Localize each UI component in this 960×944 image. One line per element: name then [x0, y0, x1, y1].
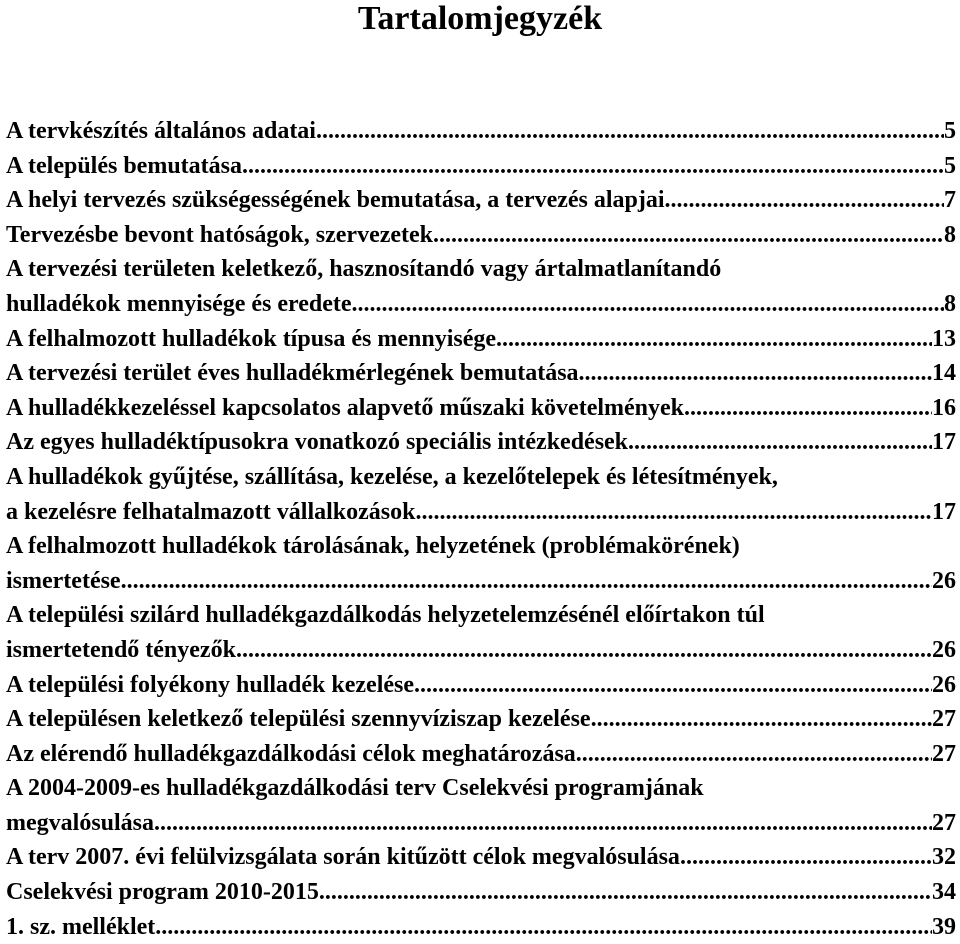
dot-leader: [242, 149, 944, 184]
toc-entry-text-line: A tervezési területen keletkező, hasznosítandó vagy ártalmatlanítandó: [6, 256, 722, 283]
dot-leader: [155, 910, 932, 944]
toc-entry[interactable]: [6, 114, 956, 149]
toc-entry-line: [6, 495, 956, 530]
table-of-contents: [6, 114, 956, 944]
toc-entry[interactable]: [6, 737, 956, 772]
toc-entry-text-line: A települési szilárd hulladékgazdálkodás helyzetelemzésénél előírtakon túl: [6, 602, 765, 629]
toc-entry-page-number: 32: [932, 844, 956, 871]
toc-entry-line: [6, 322, 956, 357]
toc-entry-title: ismertetése: [6, 567, 121, 594]
toc-entry-line: [6, 806, 956, 841]
toc-entry-line: [6, 702, 956, 737]
toc-entry-line: [6, 668, 956, 703]
toc-entry-line: [6, 218, 956, 253]
toc-entry[interactable]: [6, 529, 956, 598]
toc-entry-page-number: 13: [932, 325, 956, 352]
toc-entry-page-number: 27: [932, 706, 956, 733]
dot-leader: [433, 218, 944, 253]
toc-entry-page-number: 27: [932, 740, 956, 767]
toc-entry-title: A tervezési terület éves hulladékmérlegének bemutatása: [6, 360, 579, 387]
toc-entry[interactable]: [6, 218, 956, 253]
toc-entry[interactable]: [6, 910, 956, 944]
dot-leader: [591, 702, 932, 737]
toc-entry-title: A terv 2007. évi felülvizsgálata során kitűzött célok megvalósulása: [6, 844, 680, 871]
dot-leader: [415, 495, 932, 530]
toc-entry-title: A településen keletkező települési szennyvíziszap kezelése: [6, 706, 591, 733]
toc-entry-text-line: A 2004-2009-es hulladékgazdálkodási terv Cselekvési programjának: [6, 775, 704, 802]
toc-entry-page-number: 5: [944, 152, 956, 179]
toc-entry-title: Az egyes hulladéktípusokra vonatkozó speciális intézkedések: [6, 429, 629, 456]
toc-entry-page-number: 17: [932, 498, 956, 525]
toc-entry-line: [6, 183, 956, 218]
toc-entry-title: hulladékok mennyisége és eredete: [6, 290, 352, 317]
toc-entry-page-number: 16: [932, 394, 956, 421]
toc-entry-line: [6, 840, 956, 875]
toc-entry-title: A hulladékkezeléssel kapcsolatos alapvető műszaki követelmények: [6, 394, 685, 421]
dot-leader: [325, 875, 932, 910]
dot-leader: [576, 737, 932, 772]
toc-entry-title: Cselekvési program 2010-2015.: [6, 879, 325, 906]
dot-leader: [352, 287, 944, 322]
dot-leader: [316, 114, 944, 149]
toc-entry-title: A települési folyékony hulladék kezelése: [6, 671, 414, 698]
toc-entry-title: Tervezésbe bevont hatóságok, szervezetek: [6, 221, 434, 248]
toc-entry[interactable]: [6, 875, 956, 910]
toc-entry-title: Az elérendő hulladékgazdálkodási célok meghatározása: [6, 740, 576, 767]
toc-entry-page-number: 26: [932, 567, 956, 594]
dot-leader: [684, 391, 932, 426]
toc-entry-title: A település bemutatása: [6, 152, 242, 179]
toc-entry-line: [6, 425, 956, 460]
toc-entry[interactable]: [6, 183, 956, 218]
toc-entry[interactable]: [6, 252, 956, 321]
toc-entry-title: A felhalmozott hulladékok típusa és mennyisége: [6, 325, 497, 352]
toc-entry-line: [6, 356, 956, 391]
dot-leader: [154, 806, 932, 841]
toc-entry-line: [6, 910, 956, 944]
toc-entry-page-number: 8: [944, 290, 956, 317]
toc-entry-page-number: 5: [944, 118, 956, 144]
dot-leader: [121, 564, 932, 599]
toc-entry-title: 1. sz. melléklet: [6, 913, 156, 940]
toc-entry[interactable]: [6, 322, 956, 357]
toc-entry[interactable]: [6, 840, 956, 875]
toc-entry[interactable]: [6, 598, 956, 667]
page-title: Tartalomjegyzék: [357, 0, 603, 37]
toc-entry-page-number: 39: [932, 913, 956, 940]
dot-leader: [665, 183, 944, 218]
toc-entry-title: A tervkészítés általános adatai: [6, 118, 316, 144]
toc-entry-line: [6, 633, 956, 668]
toc-entry-title: ismertetendő tényezők: [6, 636, 236, 663]
dot-leader: [414, 668, 932, 703]
dot-leader: [680, 840, 932, 875]
toc-entry[interactable]: [6, 391, 956, 426]
toc-entry-title: A helyi tervezés szükségességének bemutatása, a tervezés alapjai: [6, 187, 665, 214]
toc-entry-line: [6, 149, 956, 184]
dot-leader: [236, 633, 932, 668]
toc-entry-line: [6, 737, 956, 772]
toc-entry-page-number: 14: [932, 360, 956, 387]
toc-entry-line: [6, 114, 956, 149]
toc-entry[interactable]: [6, 460, 956, 529]
toc-entry-page-number: 27: [932, 809, 956, 836]
toc-entry-title: megvalósulása: [6, 809, 155, 836]
toc-entry[interactable]: [6, 356, 956, 391]
toc-entry-page-number: 34: [932, 879, 956, 906]
toc-entry-title: a kezelésre felhatalmazott vállalkozások: [6, 498, 416, 525]
dot-leader: [496, 322, 932, 357]
toc-entry-page-number: 26: [932, 671, 956, 698]
toc-entry-line: [6, 391, 956, 426]
toc-entry-line: [6, 287, 956, 322]
dot-leader: [628, 425, 932, 460]
dot-leader: [579, 356, 932, 391]
toc-entry-page-number: 26: [932, 636, 956, 663]
toc-entry-page-number: 7: [944, 187, 956, 214]
toc-entry[interactable]: [6, 149, 956, 184]
toc-entry-text-line: A felhalmozott hulladékok tárolásának, helyzetének (problémakörének): [6, 533, 740, 560]
toc-entry-page-number: 17: [932, 429, 956, 456]
toc-entry-line: [6, 875, 956, 910]
toc-entry-text-line: A hulladékok gyűjtése, szállítása, kezelése, a kezelőtelepek és létesítmények,: [6, 463, 778, 490]
toc-entry[interactable]: [6, 425, 956, 460]
toc-entry[interactable]: [6, 668, 956, 703]
toc-entry-line: [6, 564, 956, 599]
toc-entry-page-number: 8: [944, 221, 956, 248]
toc-entry[interactable]: [6, 702, 956, 737]
toc-entry[interactable]: [6, 771, 956, 840]
